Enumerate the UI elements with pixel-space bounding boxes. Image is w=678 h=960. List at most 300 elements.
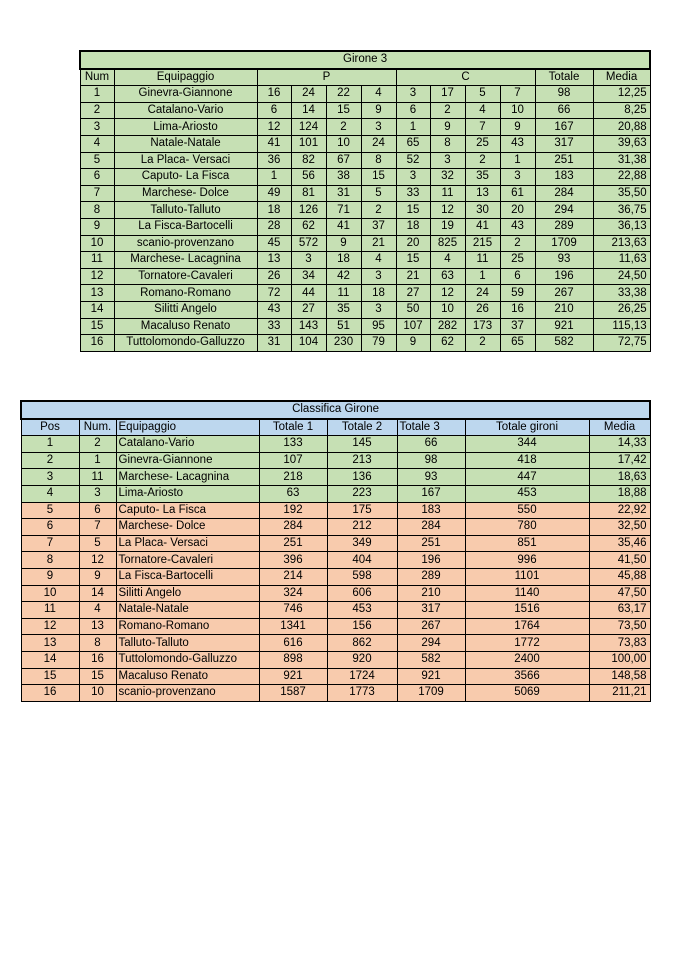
c-score-cell: 7 — [500, 86, 535, 103]
equipaggio-cell: Catalano-Vario — [116, 436, 259, 453]
c-score-cell: 30 — [465, 202, 500, 219]
totale-cell: 210 — [535, 301, 593, 318]
c-score-cell: 4 — [430, 252, 465, 269]
totale-2-cell: 175 — [327, 502, 397, 519]
totale-gironi-cell: 447 — [465, 469, 589, 486]
totale-1-cell: 133 — [259, 436, 327, 453]
totale-3-cell: 98 — [397, 452, 465, 469]
p-score-cell: 35 — [326, 301, 361, 318]
c-score-cell: 3 — [396, 86, 430, 103]
c-score-cell: 19 — [430, 218, 465, 235]
c-score-cell: 61 — [500, 185, 535, 202]
media-cell: 17,42 — [589, 452, 650, 469]
totale-1-cell: 284 — [259, 519, 327, 536]
table-row — [80, 252, 650, 269]
totale-gironi-cell: 1764 — [465, 618, 589, 635]
c-score-cell: 13 — [465, 185, 500, 202]
media-cell: 213,63 — [593, 235, 650, 252]
p-score-cell: 62 — [291, 218, 326, 235]
p-score-cell: 6 — [257, 102, 291, 119]
p-score-cell: 71 — [326, 202, 361, 219]
totale-3-cell: 317 — [397, 602, 465, 619]
equipaggio-cell: Macaluso Renato — [114, 318, 257, 335]
header-totale-2: Totale 2 — [327, 419, 397, 436]
totale-gironi-cell: 780 — [465, 519, 589, 536]
totale-cell: 167 — [535, 119, 593, 136]
totale-1-cell: 746 — [259, 602, 327, 619]
num-cell: 14 — [79, 585, 116, 602]
totale-3-cell: 284 — [397, 519, 465, 536]
p-score-cell: 4 — [361, 252, 396, 269]
p-score-cell: 31 — [326, 185, 361, 202]
p-score-cell: 5 — [361, 185, 396, 202]
c-score-cell: 8 — [430, 135, 465, 152]
media-cell: 41,50 — [589, 552, 650, 569]
p-score-cell: 43 — [257, 301, 291, 318]
c-score-cell: 7 — [465, 119, 500, 136]
num-cell: 3 — [79, 485, 116, 502]
pos-cell: 2 — [21, 452, 79, 469]
c-score-cell: 9 — [396, 335, 430, 352]
girone-table — [79, 50, 651, 352]
c-score-cell: 27 — [396, 285, 430, 302]
equipaggio-cell: scanio-provenzano — [116, 685, 259, 702]
num-cell: 10 — [79, 685, 116, 702]
c-score-cell: 2 — [430, 102, 465, 119]
p-score-cell: 81 — [291, 185, 326, 202]
media-cell: 22,92 — [589, 502, 650, 519]
media-cell: 36,13 — [593, 218, 650, 235]
header-totale-3: Totale 3 — [397, 419, 465, 436]
media-cell: 47,50 — [589, 585, 650, 602]
c-score-cell: 215 — [465, 235, 500, 252]
totale-3-cell: 93 — [397, 469, 465, 486]
totale-1-cell: 192 — [259, 502, 327, 519]
p-score-cell: 95 — [361, 318, 396, 335]
c-score-cell: 43 — [500, 135, 535, 152]
num-cell: 15 — [79, 668, 116, 685]
totale-2-cell: 145 — [327, 436, 397, 453]
p-score-cell: 15 — [361, 169, 396, 186]
pos-cell: 16 — [21, 685, 79, 702]
totale-gironi-cell: 1772 — [465, 635, 589, 652]
equipaggio-cell: Tornatore-Cavaleri — [114, 268, 257, 285]
c-score-cell: 107 — [396, 318, 430, 335]
c-score-cell: 20 — [500, 202, 535, 219]
c-score-cell: 6 — [500, 268, 535, 285]
totale-1-cell: 616 — [259, 635, 327, 652]
p-score-cell: 104 — [291, 335, 326, 352]
totale-gironi-cell: 418 — [465, 452, 589, 469]
media-cell: 33,38 — [593, 285, 650, 302]
c-score-cell: 25 — [465, 135, 500, 152]
media-cell: 115,13 — [593, 318, 650, 335]
totale-1-cell: 1341 — [259, 618, 327, 635]
equipaggio-cell: Macaluso Renato — [116, 668, 259, 685]
totale-1-cell: 324 — [259, 585, 327, 602]
c-score-cell: 35 — [465, 169, 500, 186]
totale-gironi-cell: 996 — [465, 552, 589, 569]
p-score-cell: 230 — [326, 335, 361, 352]
equipaggio-cell: Tuttolomondo-Galluzzo — [116, 651, 259, 668]
totale-cell: 196 — [535, 268, 593, 285]
table-row — [21, 436, 650, 453]
totale-2-cell: 404 — [327, 552, 397, 569]
c-score-cell: 12 — [430, 285, 465, 302]
totale-gironi-cell: 2400 — [465, 651, 589, 668]
table-row — [80, 102, 650, 119]
totale-cell: 251 — [535, 152, 593, 169]
p-score-cell: 56 — [291, 169, 326, 186]
p-score-cell: 49 — [257, 185, 291, 202]
media-cell: 63,17 — [589, 602, 650, 619]
p-score-cell: 3 — [291, 252, 326, 269]
classifica-table — [20, 400, 651, 702]
p-score-cell: 22 — [326, 86, 361, 103]
table-row — [80, 235, 650, 252]
p-score-cell: 34 — [291, 268, 326, 285]
p-score-cell: 67 — [326, 152, 361, 169]
classifica-title: Classifica Girone — [21, 401, 650, 419]
p-score-cell: 31 — [257, 335, 291, 352]
table-row — [80, 152, 650, 169]
c-score-cell: 33 — [396, 185, 430, 202]
totale-2-cell: 920 — [327, 651, 397, 668]
table-row — [21, 502, 650, 519]
pos-cell: 8 — [21, 552, 79, 569]
totale-gironi-cell: 344 — [465, 436, 589, 453]
num-cell: 14 — [80, 301, 114, 318]
num-cell: 10 — [80, 235, 114, 252]
p-score-cell: 12 — [257, 119, 291, 136]
totale-1-cell: 251 — [259, 535, 327, 552]
p-score-cell: 28 — [257, 218, 291, 235]
p-score-cell: 41 — [257, 135, 291, 152]
c-score-cell: 15 — [396, 252, 430, 269]
totale-2-cell: 223 — [327, 485, 397, 502]
table-row — [21, 618, 650, 635]
table-row — [80, 202, 650, 219]
num-cell: 1 — [80, 86, 114, 103]
media-cell: 26,25 — [593, 301, 650, 318]
header-pos: Pos — [21, 419, 79, 436]
c-score-cell: 16 — [500, 301, 535, 318]
table-row — [21, 552, 650, 569]
p-score-cell: 3 — [361, 301, 396, 318]
media-cell: 24,50 — [593, 268, 650, 285]
totale-cell: 921 — [535, 318, 593, 335]
p-score-cell: 126 — [291, 202, 326, 219]
table-row — [80, 119, 650, 136]
totale-3-cell: 267 — [397, 618, 465, 635]
c-score-cell: 63 — [430, 268, 465, 285]
c-score-cell: 20 — [396, 235, 430, 252]
table-row — [21, 452, 650, 469]
totale-1-cell: 214 — [259, 568, 327, 585]
table-row — [80, 318, 650, 335]
totale-2-cell: 212 — [327, 519, 397, 536]
media-cell: 211,21 — [589, 685, 650, 702]
p-score-cell: 16 — [257, 86, 291, 103]
header-media: Media — [589, 419, 650, 436]
c-score-cell: 65 — [500, 335, 535, 352]
num-cell: 3 — [80, 119, 114, 136]
c-score-cell: 10 — [430, 301, 465, 318]
c-score-cell: 65 — [396, 135, 430, 152]
c-score-cell: 9 — [500, 119, 535, 136]
totale-2-cell: 156 — [327, 618, 397, 635]
equipaggio-cell: Silitti Angelo — [116, 585, 259, 602]
pos-cell: 4 — [21, 485, 79, 502]
c-score-cell: 62 — [430, 335, 465, 352]
totale-3-cell: 921 — [397, 668, 465, 685]
totale-cell: 289 — [535, 218, 593, 235]
totale-cell: 183 — [535, 169, 593, 186]
table-row — [21, 585, 650, 602]
table-row — [21, 519, 650, 536]
media-cell: 36,75 — [593, 202, 650, 219]
totale-2-cell: 213 — [327, 452, 397, 469]
num-cell: 13 — [79, 618, 116, 635]
c-score-cell: 10 — [500, 102, 535, 119]
c-score-cell: 2 — [465, 335, 500, 352]
pos-cell: 6 — [21, 519, 79, 536]
p-score-cell: 26 — [257, 268, 291, 285]
c-score-cell: 1 — [465, 268, 500, 285]
totale-gironi-cell: 3566 — [465, 668, 589, 685]
totale-1-cell: 898 — [259, 651, 327, 668]
table-row — [21, 469, 650, 486]
num-cell: 11 — [80, 252, 114, 269]
pos-cell: 11 — [21, 602, 79, 619]
media-cell: 11,63 — [593, 252, 650, 269]
p-score-cell: 9 — [361, 102, 396, 119]
equipaggio-cell: Tuttolomondo-Galluzzo — [114, 335, 257, 352]
totale-3-cell: 294 — [397, 635, 465, 652]
equipaggio-cell: La Fisca-Bartocelli — [114, 218, 257, 235]
totale-gironi-cell: 453 — [465, 485, 589, 502]
num-cell: 12 — [80, 268, 114, 285]
p-score-cell: 18 — [257, 202, 291, 219]
p-score-cell: 8 — [361, 152, 396, 169]
num-cell: 12 — [79, 552, 116, 569]
totale-3-cell: 251 — [397, 535, 465, 552]
equipaggio-cell: Marchese- Dolce — [114, 185, 257, 202]
c-score-cell: 9 — [430, 119, 465, 136]
p-score-cell: 2 — [361, 202, 396, 219]
equipaggio-cell: Ginevra-Giannone — [116, 452, 259, 469]
c-score-cell: 41 — [465, 218, 500, 235]
equipaggio-cell: scanio-provenzano — [114, 235, 257, 252]
media-cell: 14,33 — [589, 436, 650, 453]
totale-gironi-cell: 5069 — [465, 685, 589, 702]
totale-3-cell: 183 — [397, 502, 465, 519]
totale-3-cell: 1709 — [397, 685, 465, 702]
c-score-cell: 2 — [500, 235, 535, 252]
c-score-cell: 43 — [500, 218, 535, 235]
totale-cell: 93 — [535, 252, 593, 269]
media-cell: 20,88 — [593, 119, 650, 136]
header-num: Num — [80, 69, 114, 86]
num-cell: 8 — [80, 202, 114, 219]
equipaggio-cell: Catalano-Vario — [114, 102, 257, 119]
pos-cell: 15 — [21, 668, 79, 685]
p-score-cell: 27 — [291, 301, 326, 318]
media-cell: 32,50 — [589, 519, 650, 536]
c-score-cell: 1 — [396, 119, 430, 136]
media-cell: 35,50 — [593, 185, 650, 202]
table-row — [80, 268, 650, 285]
header-equipaggio: Equipaggio — [114, 69, 257, 86]
media-cell: 18,88 — [589, 485, 650, 502]
c-score-cell: 11 — [430, 185, 465, 202]
p-score-cell: 33 — [257, 318, 291, 335]
num-cell: 13 — [80, 285, 114, 302]
totale-gironi-cell: 1140 — [465, 585, 589, 602]
c-score-cell: 4 — [465, 102, 500, 119]
equipaggio-cell: Marchese- Lacagnina — [114, 252, 257, 269]
p-score-cell: 38 — [326, 169, 361, 186]
p-score-cell: 13 — [257, 252, 291, 269]
totale-cell: 294 — [535, 202, 593, 219]
p-score-cell: 41 — [326, 218, 361, 235]
table-row — [80, 335, 650, 352]
table-row — [80, 86, 650, 103]
totale-cell: 317 — [535, 135, 593, 152]
c-score-cell: 3 — [396, 169, 430, 186]
c-score-cell: 21 — [396, 268, 430, 285]
num-cell: 6 — [79, 502, 116, 519]
p-score-cell: 572 — [291, 235, 326, 252]
equipaggio-cell: Romano-Romano — [116, 618, 259, 635]
table-row — [21, 635, 650, 652]
totale-3-cell: 66 — [397, 436, 465, 453]
p-score-cell: 10 — [326, 135, 361, 152]
table-row — [21, 485, 650, 502]
header-totale-1: Totale 1 — [259, 419, 327, 436]
equipaggio-cell: La Fisca-Bartocelli — [116, 568, 259, 585]
header-c: C — [396, 69, 535, 86]
totale-cell: 582 — [535, 335, 593, 352]
num-cell: 6 — [80, 169, 114, 186]
totale-2-cell: 598 — [327, 568, 397, 585]
p-score-cell: 4 — [361, 86, 396, 103]
c-score-cell: 173 — [465, 318, 500, 335]
equipaggio-cell: Marchese- Lacagnina — [116, 469, 259, 486]
equipaggio-cell: Natale-Natale — [114, 135, 257, 152]
totale-1-cell: 921 — [259, 668, 327, 685]
p-score-cell: 72 — [257, 285, 291, 302]
p-score-cell: 14 — [291, 102, 326, 119]
media-cell: 45,88 — [589, 568, 650, 585]
num-cell: 2 — [79, 436, 116, 453]
equipaggio-cell: Tornatore-Cavaleri — [116, 552, 259, 569]
equipaggio-cell: Romano-Romano — [114, 285, 257, 302]
totale-2-cell: 606 — [327, 585, 397, 602]
equipaggio-cell: Caputo- La Fisca — [114, 169, 257, 186]
c-score-cell: 24 — [465, 285, 500, 302]
totale-2-cell: 1773 — [327, 685, 397, 702]
totale-cell: 98 — [535, 86, 593, 103]
header-totale-gironi: Totale gironi — [465, 419, 589, 436]
totale-2-cell: 349 — [327, 535, 397, 552]
p-score-cell: 2 — [326, 119, 361, 136]
totale-gironi-cell: 851 — [465, 535, 589, 552]
totale-cell: 66 — [535, 102, 593, 119]
num-cell: 9 — [80, 218, 114, 235]
p-score-cell: 24 — [291, 86, 326, 103]
num-cell: 5 — [79, 535, 116, 552]
totale-gironi-cell: 1516 — [465, 602, 589, 619]
equipaggio-cell: La Placa- Versaci — [114, 152, 257, 169]
pos-cell: 14 — [21, 651, 79, 668]
media-cell: 8,25 — [593, 102, 650, 119]
c-score-cell: 18 — [396, 218, 430, 235]
girone-header-row — [80, 69, 650, 86]
totale-3-cell: 196 — [397, 552, 465, 569]
c-score-cell: 50 — [396, 301, 430, 318]
table-row — [80, 169, 650, 186]
table-row — [21, 535, 650, 552]
media-cell: 31,38 — [593, 152, 650, 169]
pos-cell: 1 — [21, 436, 79, 453]
p-score-cell: 143 — [291, 318, 326, 335]
header-p: P — [257, 69, 396, 86]
c-score-cell: 3 — [430, 152, 465, 169]
p-score-cell: 124 — [291, 119, 326, 136]
table-row — [21, 602, 650, 619]
equipaggio-cell: Caputo- La Fisca — [116, 502, 259, 519]
totale-1-cell: 1587 — [259, 685, 327, 702]
totale-cell: 267 — [535, 285, 593, 302]
equipaggio-cell: Lima-Ariosto — [114, 119, 257, 136]
p-score-cell: 24 — [361, 135, 396, 152]
table-row — [80, 285, 650, 302]
p-score-cell: 3 — [361, 268, 396, 285]
media-cell: 100,00 — [589, 651, 650, 668]
table-row — [80, 218, 650, 235]
totale-cell: 1709 — [535, 235, 593, 252]
p-score-cell: 11 — [326, 285, 361, 302]
pos-cell: 9 — [21, 568, 79, 585]
media-cell: 73,50 — [589, 618, 650, 635]
p-score-cell: 101 — [291, 135, 326, 152]
p-score-cell: 37 — [361, 218, 396, 235]
media-cell: 39,63 — [593, 135, 650, 152]
c-score-cell: 11 — [465, 252, 500, 269]
equipaggio-cell: Talluto-Talluto — [116, 635, 259, 652]
media-cell: 12,25 — [593, 86, 650, 103]
totale-3-cell: 289 — [397, 568, 465, 585]
table-row — [21, 651, 650, 668]
c-score-cell: 52 — [396, 152, 430, 169]
p-score-cell: 51 — [326, 318, 361, 335]
num-cell: 4 — [79, 602, 116, 619]
c-score-cell: 6 — [396, 102, 430, 119]
table-row — [80, 301, 650, 318]
header-num: Num. — [79, 419, 116, 436]
equipaggio-cell: Natale-Natale — [116, 602, 259, 619]
classifica-header-row — [21, 419, 650, 436]
pos-cell: 7 — [21, 535, 79, 552]
media-cell: 73,83 — [589, 635, 650, 652]
num-cell: 15 — [80, 318, 114, 335]
equipaggio-cell: Ginevra-Giannone — [114, 86, 257, 103]
totale-1-cell: 396 — [259, 552, 327, 569]
table-row — [21, 668, 650, 685]
header-equipaggio: Equipaggio — [116, 419, 259, 436]
p-score-cell: 82 — [291, 152, 326, 169]
